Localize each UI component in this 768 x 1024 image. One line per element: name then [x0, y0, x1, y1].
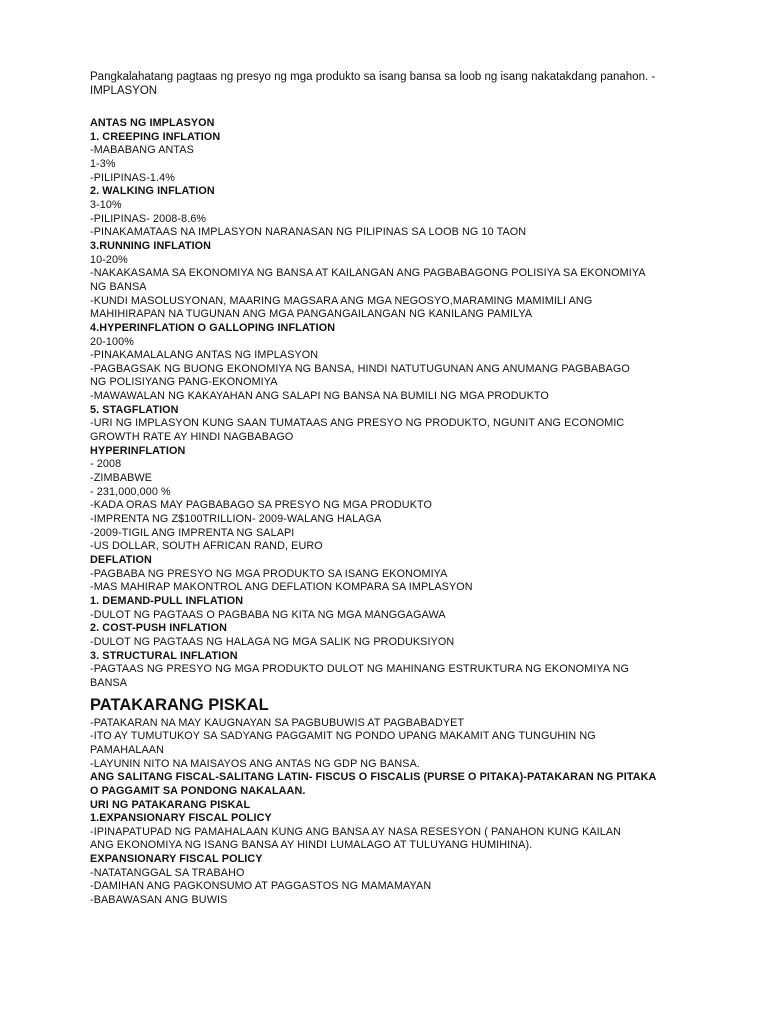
- text-line: -PAGTAAS NG PRESYO NG MGA PRODUKTO DULOT NG MAHINANG ESTRUKTURA NG EKONOMIYA NG: [90, 663, 630, 676]
- text-line: 1. CREEPING INFLATION: [90, 130, 221, 143]
- text-line: -MABABANG ANTAS: [90, 144, 194, 157]
- text-line: -DULOT NG PAGTAAS O PAGBABA NG KITA NG MGA MANGGAGAWA: [90, 608, 446, 621]
- text-line: ANTAS NG IMPLASYON: [90, 117, 215, 129]
- text-line: 2. COST-PUSH INFLATION: [90, 622, 227, 635]
- text-line: -MAS MAHIRAP MAKONTROL ANG DEFLATION KOMPARA SA IMPLASYON: [90, 581, 473, 594]
- text-line: -NAKAKASAMA SA EKONOMIYA NG BANSA AT KAILANGAN ANG PAGBABAGONG POLISIYA SA EKONOMIYA: [90, 267, 646, 280]
- text-line: 1-3%: [90, 157, 116, 170]
- text-line: 1. DEMAND-PULL INFLATION: [90, 594, 244, 607]
- inflation-section: [90, 117, 690, 691]
- text-line: -NATATANGGAL SA TRABAHO: [90, 866, 245, 879]
- text-line: 20-100%: [90, 335, 134, 348]
- text-line: -ZIMBABWE: [90, 472, 153, 485]
- text-line: O PAGGAMIT SA PONDONG NAKALAAN.: [90, 784, 306, 797]
- text-line: MAHIHIRAPAN NA TUGUNAN ANG MGA PANGANGAILANGAN NG KANILANG PAMILYA: [90, 308, 533, 321]
- document-page: [90, 70, 690, 908]
- text-line: -PATAKARAN NA MAY KAUGNAYAN SA PAGBUBUWIS AT PAGBABADYET: [90, 716, 465, 729]
- text-line: -ITO AY TUMUTUKOY SA SADYANG PAGGAMIT NG PONDO UPANG MAKAMIT ANG TUNGUHIN NG: [90, 730, 596, 743]
- text-line: -PINAKAMATAAS NA IMPLASYON NARANASAN NG PILIPINAS SA LOOB NG 10 TAON: [90, 226, 527, 239]
- text-line: -PILIPINAS- 2008-8.6%: [90, 212, 207, 225]
- text-line: -PINAKAMALALANG ANTAS NG IMPLASYON: [90, 349, 319, 362]
- text-line: 4.HYPERINFLATION O GALLOPING INFLATION: [90, 321, 336, 334]
- text-line: EXPANSIONARY FISCAL POLICY: [90, 853, 263, 866]
- text-line: ANG EKONOMIYA NG ISANG BANSA AY HINDI LUMALAGO AT TULUYANG HUMIHINA).: [90, 839, 533, 852]
- text-line: -PAGBABA NG PRESYO NG MGA PRODUKTO SA ISANG EKONOMIYA: [90, 567, 448, 580]
- text-line: ANG SALITANG FISCAL-SALITANG LATIN- FISCUS O FISCALIS (PURSE O PITAKA)-PATAKARAN NG PITAKA: [90, 771, 657, 784]
- text-line: -MAWAWALAN NG KAKAYAHAN ANG SALAPI NG BANSA NA BUMILI NG MGA PRODUKTO: [90, 390, 549, 403]
- text-line: -DAMIHAN ANG PAGKONSUMO AT PAGGASTOS NG MAMAMAYAN: [90, 880, 432, 893]
- text-line: DEFLATION: [90, 554, 152, 566]
- text-line: URI NG PATAKARANG PISKAL: [90, 798, 251, 811]
- text-line: -2009-TIGIL ANG IMPRENTA NG SALAPI: [90, 526, 295, 539]
- text-line: GROWTH RATE AY HINDI NAGBABAGO: [90, 431, 294, 444]
- text-line: 2. WALKING INFLATION: [90, 185, 215, 198]
- text-line: -LAYUNIN NITO NA MAISAYOS ANG ANTAS NG GDP NG BANSA.: [90, 757, 420, 770]
- text-line: -PILIPINAS-1.4%: [90, 171, 175, 184]
- text-line: 1.EXPANSIONARY FISCAL POLICY: [90, 812, 272, 825]
- text-line: NG BANSA: [90, 280, 147, 293]
- text-line: 3. STRUCTURAL INFLATION: [90, 649, 238, 662]
- text-line: -PAGBAGSAK NG BUONG EKONOMIYA NG BANSA, HINDI NATUTUGUNAN ANG ANUMANG PAGBABAGO: [90, 362, 630, 375]
- text-line: 10-20%: [90, 253, 128, 266]
- spacer: [90, 98, 690, 117]
- text-line: 3.RUNNING INFLATION: [90, 239, 212, 252]
- text-line: PAMAHALAAN: [90, 743, 164, 756]
- text-line: 5. STAGFLATION: [90, 403, 179, 416]
- text-line: BANSA: [90, 676, 128, 689]
- section-heading: PATAKARANG PISKAL: [90, 695, 269, 714]
- fiscal-policy-section: [90, 717, 690, 908]
- text-line: -BABAWASAN ANG BUWIS: [90, 894, 228, 907]
- text-line: -KUNDI MASOLUSYONAN, MAARING MAGSARA ANG MGA NEGOSYO,MARAMING MAMIMILI ANG: [90, 294, 593, 307]
- intro-paragraph: Pangkalahatang pagtaas ng presyo ng mga produkto sa isang bansa sa loob ng isang nakatakdang panahon. -IMPLASYON: [90, 71, 656, 97]
- text-line: -KADA ORAS MAY PAGBABAGO SA PRESYO NG MGA PRODUKTO: [90, 499, 432, 512]
- text-line: -IPINAPATUPAD NG PAMAHALAAN KUNG ANG BANSA AY NASA RESESYON ( PANAHON KUNG KAILAN: [90, 825, 622, 838]
- text-line: -IMPRENTA NG Z$100TRILLION- 2009-WALANG HALAGA: [90, 513, 382, 526]
- text-line: -URI NG IMPLASYON KUNG SAAN TUMATAAS ANG PRESYO NG PRODUKTO, NGUNIT ANG ECONOMIC: [90, 417, 625, 430]
- text-line: -DULOT NG PAGTAAS NG HALAGA NG MGA SALIK NG PRODUKSIYON: [90, 635, 455, 648]
- text-line: 3-10%: [90, 198, 122, 211]
- text-line: - 2008: [90, 458, 122, 471]
- text-line: - 231,000,000 %: [90, 485, 171, 498]
- text-line: NG POLISIYANG PANG-EKONOMIYA: [90, 376, 278, 389]
- text-line: -US DOLLAR, SOUTH AFRICAN RAND, EURO: [90, 540, 323, 553]
- text-line: HYPERINFLATION: [90, 444, 186, 457]
